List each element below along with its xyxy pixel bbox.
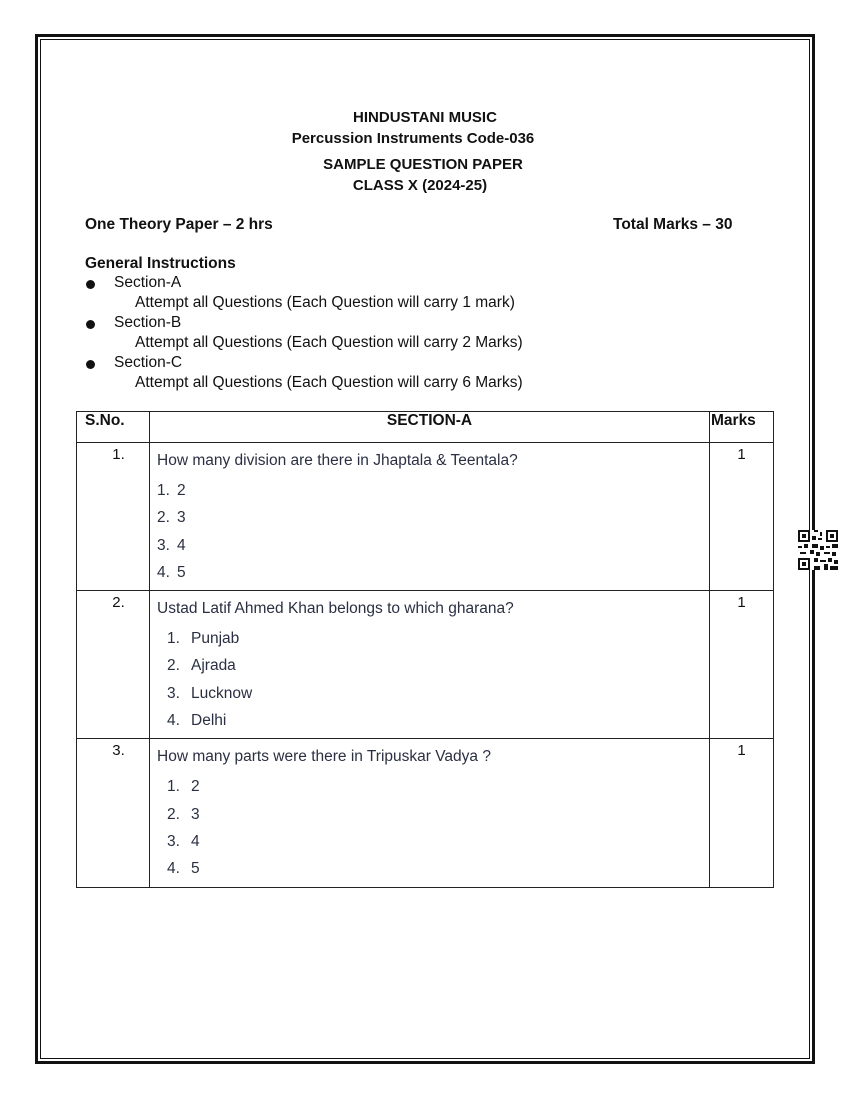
- bullet-icon: [86, 360, 95, 369]
- option: 4. Delhi: [167, 712, 227, 730]
- subject-code: Percussion Instruments Code-036: [291, 130, 535, 147]
- table-row: [77, 591, 774, 739]
- instruction-section: [85, 314, 685, 334]
- instruction-section: [85, 274, 685, 294]
- qr-code-icon: [798, 530, 838, 570]
- option: 1. 2: [157, 482, 186, 499]
- instruction-section-label: Section-A: [114, 274, 182, 291]
- question-number: 3.: [77, 739, 150, 887]
- question-cell: [150, 591, 710, 739]
- subject-title: HINDUSTANI MUSIC: [353, 109, 497, 126]
- section-header: SECTION-A: [150, 412, 710, 443]
- table-header-row: [77, 412, 774, 443]
- question-marks: 1: [710, 591, 774, 739]
- question-cell: [150, 739, 710, 887]
- paper-title: SAMPLE QUESTION PAPER: [323, 156, 523, 173]
- question-marks: 1: [710, 739, 774, 887]
- table-row: [77, 739, 774, 887]
- question-number: 2.: [77, 591, 150, 739]
- marks-header: Marks: [710, 412, 774, 443]
- instruction-desc: Attempt all Questions (Each Question will carry 1 mark): [135, 294, 515, 311]
- question-marks: 1: [710, 443, 774, 591]
- option: 2. 3: [167, 805, 200, 823]
- total-marks-label: Total Marks – 30: [613, 216, 733, 233]
- instruction-section-label: Section-B: [114, 314, 182, 331]
- option: 1. 2: [167, 778, 200, 796]
- questions-table: [76, 411, 774, 888]
- question-text: How many division are there in Jhaptala & Teentala?: [157, 452, 518, 469]
- table-row: [77, 443, 774, 591]
- bullet-icon: [86, 320, 95, 329]
- class-year: CLASS X (2024-25): [352, 177, 488, 194]
- option: 3. 4: [157, 536, 186, 554]
- question-number: 1.: [77, 443, 150, 591]
- bullet-icon: [86, 280, 95, 289]
- instructions-title: General Instructions: [85, 255, 236, 272]
- instruction-section-label: Section-C: [114, 354, 183, 371]
- option: 1. Punjab: [167, 630, 240, 648]
- option: 4. 5: [167, 860, 200, 878]
- duration-label: One Theory Paper – 2 hrs: [85, 216, 273, 233]
- sno-header: S.No.: [77, 412, 150, 443]
- instruction-desc: Attempt all Questions (Each Question will carry 6 Marks): [135, 374, 523, 391]
- question-cell: [150, 443, 710, 591]
- option: 2. Ajrada: [167, 657, 236, 675]
- instruction-desc: Attempt all Questions (Each Question will carry 2 Marks): [135, 334, 523, 351]
- question-text: Ustad Latif Ahmed Khan belongs to which gharana?: [157, 600, 514, 618]
- question-text: How many parts were there in Tripuskar Vadya ?: [157, 748, 491, 766]
- instruction-section: [85, 354, 685, 374]
- option: 2. 3: [157, 509, 186, 527]
- instructions-list: [85, 274, 685, 394]
- option: 3. Lucknow: [167, 684, 253, 702]
- option: 4. 5: [157, 563, 186, 581]
- option: 3. 4: [167, 832, 200, 850]
